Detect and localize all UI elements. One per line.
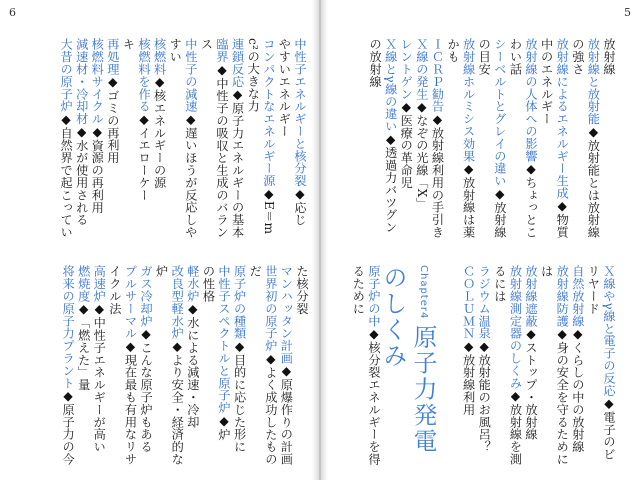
toc-entry-desc: 資源の再利用 <box>90 139 105 214</box>
toc-entry-desc: 放射能とは放射線 <box>586 139 601 239</box>
toc-entry-title: 高速炉 <box>92 265 107 303</box>
toc-entry <box>507 38 523 238</box>
toc-entry-title: 臨界 <box>215 38 230 63</box>
diamond-icon: ◆ <box>139 327 154 342</box>
toc-entry <box>476 265 492 465</box>
toc-entry-desc: 放射線 <box>602 38 616 76</box>
toc-entry-desc: わい話 <box>508 38 523 76</box>
toc-entry-title: 世界初の原子炉 <box>263 265 278 352</box>
toc-entry <box>58 38 74 238</box>
diamond-icon: ◆ <box>183 112 198 127</box>
toc-entry-title: 自然放射線 <box>570 265 585 327</box>
toc-entry <box>89 38 105 238</box>
toc-entry-desc: 水による減速・冷却 <box>185 316 200 429</box>
diamond-icon: ◆ <box>602 396 616 411</box>
diamond-icon: ◆ <box>430 112 445 127</box>
diamond-icon: ◆ <box>524 162 539 177</box>
diamond-icon: ◆ <box>76 302 91 317</box>
diamond-icon: ◆ <box>170 339 185 354</box>
diamond-icon: ◆ <box>105 75 120 90</box>
diamond-icon: ◆ <box>555 327 570 342</box>
toc-entry <box>167 38 183 238</box>
toc-entry-title: 再処理 <box>105 38 120 76</box>
toc-entry-title: マンハッタン計画 <box>279 265 294 365</box>
toc-entry-desc: 透過力バツグン <box>383 146 398 234</box>
diamond-icon: ◆ <box>185 302 200 317</box>
toc-entry-title: 核燃料サイクル <box>90 38 105 125</box>
toc-entry <box>460 265 476 465</box>
diamond-icon: ◆ <box>461 339 476 354</box>
toc-column-bottom <box>61 265 309 466</box>
toc-column-top <box>341 38 616 238</box>
toc-entry-desc: は <box>539 265 554 278</box>
toc-entry-title: ラジウム温泉 <box>477 265 492 340</box>
toc-entry <box>198 38 214 238</box>
toc-entry-title: レントゲン <box>399 38 414 100</box>
toc-entry <box>151 38 167 238</box>
diamond-icon: ◆ <box>92 302 107 317</box>
toc-entry <box>600 265 616 465</box>
toc-entry-desc: c²の大きな力 <box>246 38 261 113</box>
toc-entry <box>538 265 554 465</box>
toc-entry-desc: の目安 <box>477 38 492 76</box>
toc-entry <box>569 265 585 465</box>
diamond-icon: ◆ <box>263 351 278 367</box>
toc-entry <box>554 265 570 465</box>
toc-entry-desc: 電子のビ <box>602 410 616 461</box>
toc-entry-desc: るには <box>492 265 507 303</box>
toc-entry-desc: 現在最も有用なリサ <box>123 353 138 466</box>
toc-entry-desc: イエローケー <box>137 126 152 202</box>
toc-entry <box>229 38 245 238</box>
diamond-icon: ◆ <box>279 364 294 379</box>
diamond-icon: ◆ <box>586 124 601 140</box>
toc-entry <box>278 265 294 465</box>
toc-entry-title: ＣＯＬＵＭＮ <box>461 265 476 340</box>
toc-column-chapter <box>341 265 381 465</box>
toc-entry <box>106 265 122 465</box>
left-page <box>0 0 319 480</box>
diamond-icon: ◆ <box>90 124 105 140</box>
diamond-icon: ◆ <box>152 75 167 90</box>
toc-entry <box>522 265 538 465</box>
toc-entry-desc: 放射線 <box>492 201 507 239</box>
toc-entry <box>169 265 185 465</box>
book-gutter <box>312 0 328 480</box>
toc-entry <box>215 265 231 465</box>
toc-entry-desc: こんな原子炉もある <box>139 341 154 453</box>
toc-entry-desc: 核分裂エネルギーを得 <box>367 341 381 466</box>
toc-entry <box>184 265 200 465</box>
toc-entry-desc: 核エネルギーの源 <box>152 89 167 189</box>
toc-entry-title: 連鎖反応 <box>230 38 245 88</box>
toc-entry <box>91 265 107 465</box>
toc-entry-title: シーベルトとグレイの違い <box>492 38 507 187</box>
toc-entry-title: プルサーマル <box>123 265 138 340</box>
toc-entry <box>291 38 307 238</box>
diamond-icon: ◆ <box>555 199 570 214</box>
toc-entry-desc: ゴミの再利用 <box>105 89 120 164</box>
toc-entry <box>460 38 476 238</box>
diamond-icon: ◆ <box>137 112 152 127</box>
toc-entry <box>122 265 138 465</box>
toc-entry-desc: 放射線は薬 <box>461 176 476 239</box>
toc-entry <box>507 265 523 465</box>
toc-entry-desc: やすいエネルギー <box>277 38 292 138</box>
diamond-icon: ◆ <box>383 132 398 147</box>
toc-entry <box>73 38 89 238</box>
diamond-icon: ◆ <box>123 339 138 354</box>
toc-entry <box>120 38 136 238</box>
toc-entry <box>247 265 263 465</box>
chapter-heading <box>378 265 438 465</box>
toc-column-top <box>59 38 307 239</box>
toc-entry-title: 核燃料を作る <box>137 38 152 113</box>
toc-entry-desc: すい <box>168 38 183 63</box>
toc-entry-title: 中性子の減速 <box>183 38 198 113</box>
toc-entry-title: コンパクトなエネルギー源 <box>261 38 276 187</box>
diamond-icon: ◆ <box>399 100 414 115</box>
toc-entry-desc: の性格 <box>201 265 216 303</box>
diamond-icon: ◆ <box>74 124 89 140</box>
diamond-icon: ◆ <box>367 327 381 342</box>
toc-entry-desc: 水が使用される <box>74 139 89 226</box>
toc-entry-desc: 原子力の今 <box>61 403 76 466</box>
toc-entry-title: 放射線と放射能 <box>586 38 601 125</box>
toc-entry <box>569 38 585 238</box>
toc-entry-desc: 原子力エネルギーの基本 <box>230 101 245 239</box>
toc-entry-title: 軽水炉 <box>185 265 200 303</box>
toc-entry-desc: 医療の革命児 <box>399 114 414 189</box>
toc-entry-desc: た核分裂 <box>295 265 309 315</box>
diamond-icon: ◆ <box>293 186 307 202</box>
diamond-icon: ◆ <box>414 100 429 115</box>
toc-entry-title: 原子炉の種類 <box>232 265 247 340</box>
toc-entry-desc: 目的に応じた形に <box>232 353 247 453</box>
toc-entry <box>60 265 76 465</box>
toc-entry-title: 改良型軽水炉 <box>170 265 185 340</box>
diamond-icon: ◆ <box>492 186 507 202</box>
toc-entry-desc: 放射能のお風呂？ <box>477 353 492 453</box>
toc-entry-title: 放射線によるエネルギー生成 <box>555 38 570 200</box>
toc-entry <box>135 38 151 238</box>
chapter-tag: Chapter4 <box>418 265 429 320</box>
toc-entry <box>276 38 292 238</box>
toc-entry <box>491 265 507 465</box>
diamond-icon: ◆ <box>215 62 230 78</box>
toc-entry <box>382 38 398 238</box>
toc-entry-title: 放射線遮蔽 <box>524 265 539 327</box>
toc-entry <box>350 265 366 465</box>
toc-entry-desc: ス <box>199 38 214 51</box>
toc-entry <box>293 265 309 465</box>
toc-entry-desc: ちょっとこ <box>524 176 539 239</box>
diamond-icon: ◆ <box>570 327 585 342</box>
toc-entry-title: 放射線の人体への影響 <box>524 38 539 162</box>
diamond-icon: ◆ <box>261 186 276 202</box>
toc-entry <box>429 38 445 238</box>
toc-entry-desc: なぞの光線「X」 <box>414 114 429 210</box>
toc-entry <box>398 38 414 238</box>
toc-entry <box>600 38 616 238</box>
chapter-title: 原子力発電のしくみ <box>379 265 437 455</box>
toc-entry <box>262 265 278 465</box>
toc-entry-title: ＩＣＲＰ勧告 <box>430 38 445 113</box>
toc-entry-desc: かも <box>446 38 461 63</box>
toc-entry-desc: キ <box>121 38 136 51</box>
diamond-icon: ◆ <box>217 413 232 429</box>
diamond-icon: ◆ <box>477 339 492 354</box>
toc-column-bottom <box>451 265 616 465</box>
toc-entry-desc: くらしの中の放射線 <box>570 341 585 453</box>
toc-entry <box>75 265 91 465</box>
toc-entry-desc: よく成功したもの <box>263 366 278 466</box>
toc-entry-desc: 応じ <box>293 201 307 226</box>
toc-entry-title: 中性子スペクトルと原子炉 <box>217 265 232 414</box>
toc-entry-desc: だ <box>248 265 263 278</box>
toc-entry-title: 燃焼度 <box>76 265 91 303</box>
toc-entry-desc: るために <box>351 265 366 315</box>
toc-entry-desc: 炉 <box>217 428 232 441</box>
toc-entry <box>104 38 120 238</box>
toc-entry <box>200 265 216 465</box>
page-number: 6 <box>9 6 16 19</box>
toc-entry-desc: 中性子の吸収と生成のバラン <box>215 77 230 239</box>
toc-entry-title: 原子炉の中 <box>367 265 381 327</box>
diamond-icon: ◆ <box>232 339 247 354</box>
toc-entry <box>444 38 460 238</box>
toc-entry <box>413 38 429 238</box>
toc-entry-title: Ｘ線の発生 <box>414 38 429 100</box>
toc-entry-title: 将来の原子力プラント <box>61 265 76 389</box>
diamond-icon: ◆ <box>508 389 523 404</box>
right-page <box>321 0 640 480</box>
toc-entry <box>367 38 383 238</box>
toc-entry-title: 大昔の原子炉 <box>59 38 74 113</box>
page-number: 5 <box>624 6 631 19</box>
toc-entry-desc: イクル法 <box>107 265 122 315</box>
diamond-icon: ◆ <box>524 327 539 342</box>
toc-entry-desc: 放射線を測 <box>508 403 523 466</box>
toc-entry-desc: 身の安全を守るために <box>555 341 570 466</box>
toc-entry <box>231 265 247 465</box>
diamond-icon: ◆ <box>230 87 245 102</box>
toc-entry-desc: より安全・経済的な <box>170 353 185 466</box>
toc-entry-desc: 放射線利用の手引き <box>430 126 445 239</box>
toc-entry-desc: 自然界で起こってい <box>59 126 74 239</box>
toc-entry <box>585 38 601 238</box>
diamond-icon: ◆ <box>461 162 476 177</box>
toc-entry-desc: 炉 <box>154 265 169 278</box>
diamond-icon: ◆ <box>59 112 74 127</box>
toc-entry <box>245 38 261 238</box>
toc-entry-title: 核燃料 <box>152 38 167 76</box>
toc-entry-desc: 中性子エネルギーが高い <box>92 316 107 453</box>
toc-entry-title: ガス冷却炉 <box>139 265 154 327</box>
toc-entry <box>182 38 198 238</box>
toc-entry <box>213 38 229 238</box>
toc-entry <box>137 265 153 465</box>
toc-entry-desc: の強さ <box>570 38 585 76</box>
toc-entry-title: 放射線防護 <box>555 265 570 327</box>
toc-entry <box>491 38 507 238</box>
toc-entry <box>260 38 276 238</box>
toc-entry <box>538 38 554 238</box>
toc-entry <box>153 265 169 465</box>
toc-entry-desc: 「燃えた」量 <box>76 316 91 391</box>
toc-entry-desc: ストップ・放射線 <box>524 341 539 441</box>
toc-entry-desc: 遅いほうが反応しや <box>183 126 198 239</box>
toc-entry-title: Ｘ線とγ線の違い <box>383 38 398 133</box>
toc-entry <box>554 38 570 238</box>
toc-entry-title: 中性子エネルギーと核分裂 <box>293 38 307 187</box>
toc-entry <box>585 265 601 465</box>
toc-entry-title: 減速材・冷却材 <box>74 38 89 125</box>
toc-entry <box>522 38 538 238</box>
toc-entry-desc: の放射線 <box>368 38 383 88</box>
toc-entry-desc: 放射線利用 <box>461 353 476 416</box>
toc-entry-title: Ｘ線やγ線と電子の反応 <box>602 265 616 397</box>
toc-entry-desc: リヤード <box>586 265 601 315</box>
toc-entry-title: 放射線測定器のしくみ <box>508 265 523 389</box>
toc-entry <box>476 38 492 238</box>
diamond-icon: ◆ <box>61 389 76 404</box>
toc-entry-desc: E＝m <box>261 201 276 235</box>
toc-entry-desc: 中のエネルギー <box>539 38 554 125</box>
toc-entry-desc: 物質 <box>555 213 570 239</box>
toc-entry-desc: 原爆作りの計画 <box>279 378 294 466</box>
toc-entry-title: 放射線ホルミシス効果 <box>461 38 476 162</box>
